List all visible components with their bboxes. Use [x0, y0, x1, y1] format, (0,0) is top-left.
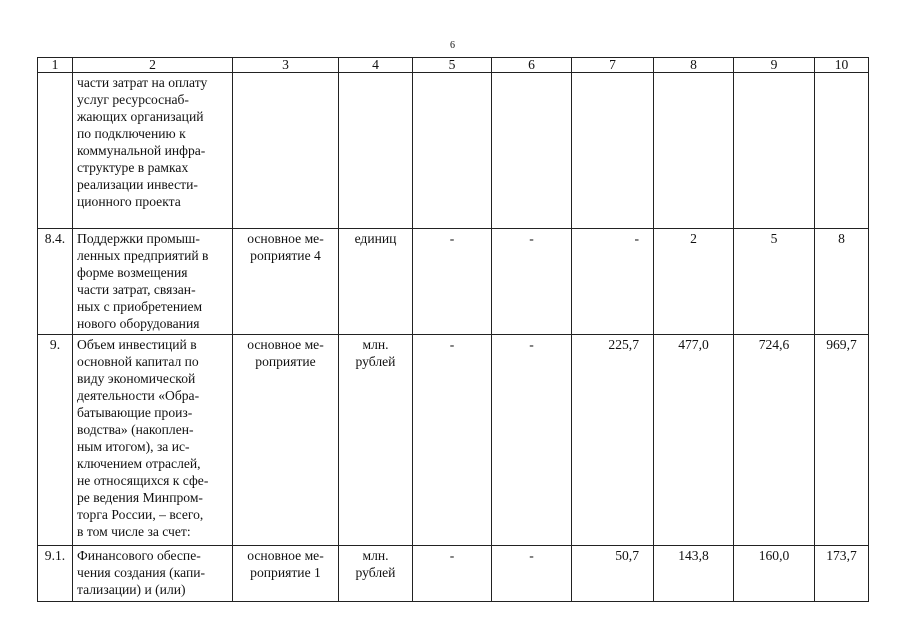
- column-number: 6: [492, 58, 572, 73]
- indicator-name: части затрат на оплату услуг ресурсоснаб- жающих организаций по подключению к коммунальной инфра- структуре в рамках реализации инвести- ционного проекта: [73, 73, 233, 229]
- column-number: 7: [572, 58, 654, 73]
- value-cell: 173,7: [815, 546, 869, 602]
- table-row: [38, 335, 869, 546]
- unit-cell: млн. рублей: [339, 335, 413, 546]
- column-number-row: [38, 58, 869, 73]
- value-cell: -: [413, 229, 492, 335]
- event-cell: [233, 73, 339, 229]
- value-cell: -: [572, 229, 654, 335]
- value-cell: 2: [654, 229, 734, 335]
- column-number: 2: [73, 58, 233, 73]
- value-cell: -: [492, 335, 572, 546]
- value-cell: [492, 73, 572, 229]
- value-cell: 724,6: [734, 335, 815, 546]
- table-row: [38, 229, 869, 335]
- value-cell: 969,7: [815, 335, 869, 546]
- value-cell: [654, 73, 734, 229]
- row-number: 9.: [38, 335, 73, 546]
- value-cell: -: [492, 229, 572, 335]
- column-number: 8: [654, 58, 734, 73]
- unit-cell: [339, 73, 413, 229]
- value-cell: -: [413, 335, 492, 546]
- indicator-name: Финансового обеспе- чения создания (капи- тализации) и (или): [73, 546, 233, 602]
- value-cell: 50,7: [572, 546, 654, 602]
- value-cell: [734, 73, 815, 229]
- value-cell: -: [413, 546, 492, 602]
- column-number: 4: [339, 58, 413, 73]
- value-cell: [572, 73, 654, 229]
- indicators-table: [37, 57, 869, 602]
- indicator-name: Объем инвестиций в основной капитал по виду экономической деятельности «Обра- батывающие произ- водства» (накоплен- ным итогом), за ис- ключением отраслей, не относящихся к сфе- ре ведения Минпром- торга России, – всего, в том числе за счет:: [73, 335, 233, 546]
- column-number: 5: [413, 58, 492, 73]
- event-cell: основное ме- роприятие 4: [233, 229, 339, 335]
- value-cell: [815, 73, 869, 229]
- value-cell: -: [492, 546, 572, 602]
- indicator-name: Поддержки промыш- ленных предприятий в форме возмещения части затрат, связан- ных с приобретением нового оборудования: [73, 229, 233, 335]
- value-cell: [413, 73, 492, 229]
- row-number: 9.1.: [38, 546, 73, 602]
- column-number: 10: [815, 58, 869, 73]
- value-cell: 477,0: [654, 335, 734, 546]
- column-number: 3: [233, 58, 339, 73]
- column-number: 1: [38, 58, 73, 73]
- value-cell: 160,0: [734, 546, 815, 602]
- unit-cell: млн. рублей: [339, 546, 413, 602]
- column-number: 9: [734, 58, 815, 73]
- value-cell: 5: [734, 229, 815, 335]
- page-number: 6: [450, 40, 455, 51]
- table-row: [38, 546, 869, 602]
- table-row: [38, 73, 869, 229]
- row-number: 8.4.: [38, 229, 73, 335]
- row-number: [38, 73, 73, 229]
- unit-cell: единиц: [339, 229, 413, 335]
- value-cell: 225,7: [572, 335, 654, 546]
- value-cell: 143,8: [654, 546, 734, 602]
- event-cell: основное ме- роприятие 1: [233, 546, 339, 602]
- event-cell: основное ме- роприятие: [233, 335, 339, 546]
- value-cell: 8: [815, 229, 869, 335]
